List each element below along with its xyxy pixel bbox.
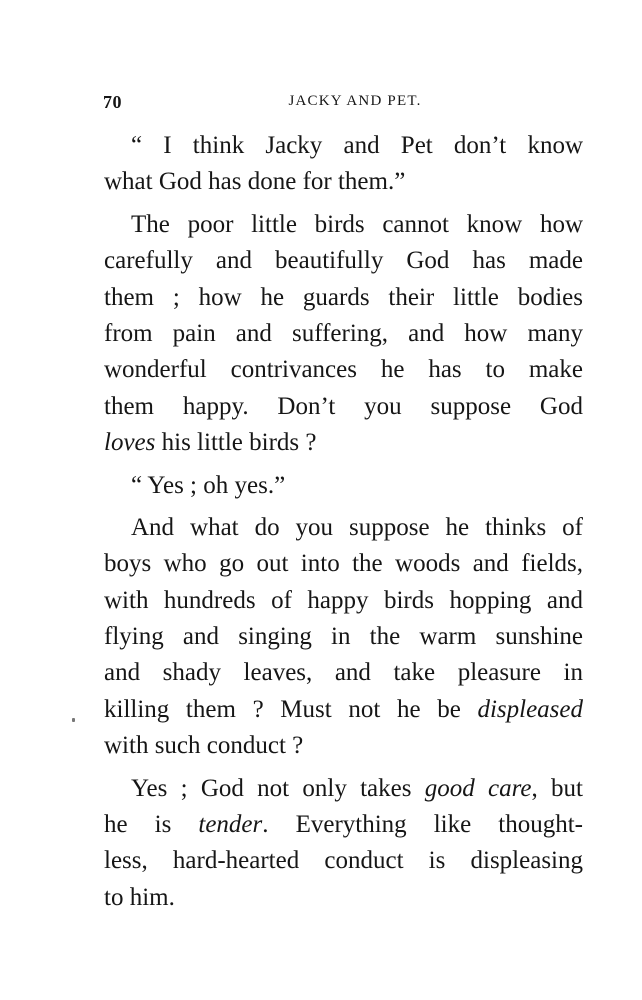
text-line: with hundreds of happy birds hopping and — [104, 586, 583, 614]
italic-text: displeased — [477, 695, 583, 723]
text-line: The poor little birds cannot know how — [131, 210, 583, 238]
body-text — [104, 128, 583, 916]
paragraph — [104, 128, 583, 201]
text-line: carefully and beautifully God has made — [104, 247, 583, 275]
text-line: loves his little birds ? — [104, 429, 317, 457]
running-head: JACKY AND PET. — [288, 93, 422, 109]
italic-text: good care — [424, 774, 532, 802]
italic-text: tender — [198, 811, 263, 839]
text-line: killing them ? Must not he be displeased — [104, 695, 583, 723]
text-line: to him. — [104, 883, 175, 911]
text-line: wonderful contrivances he has to make — [104, 356, 583, 384]
text-line: And what do you suppose he thinks of — [131, 513, 583, 541]
text-line: he is tender. Everything like thought- — [104, 811, 583, 839]
text-line: “ Yes ; oh yes.” — [131, 471, 286, 499]
print-speck — [72, 718, 75, 722]
text-line: and shady leaves, and take pleasure in — [104, 659, 583, 687]
text-line: them ; how he guards their little bodies — [104, 283, 583, 311]
text-line: from pain and suffering, and how many — [104, 319, 583, 347]
text-line: flying and singing in the warm sunshine — [104, 623, 583, 651]
text-line: with such conduct ? — [104, 732, 304, 760]
paragraph — [104, 771, 583, 917]
text-line: boys who go out into the woods and fields, — [104, 550, 583, 578]
page-header — [103, 92, 583, 114]
text-line: “ I think Jacky and Pet don’t know — [131, 132, 583, 159]
text-line: what God has done for them.” — [104, 168, 406, 196]
paragraph — [104, 510, 583, 765]
italic-text: loves — [104, 429, 156, 457]
text-line: Yes ; God not only takes good care, but — [131, 774, 583, 802]
paragraph — [104, 207, 583, 462]
page-number: 70 — [103, 92, 122, 112]
text-line: less, hard-hearted conduct is displeasing — [104, 847, 583, 875]
paragraph — [104, 468, 583, 504]
text-line: them happy. Don’t you suppose God — [104, 392, 583, 420]
